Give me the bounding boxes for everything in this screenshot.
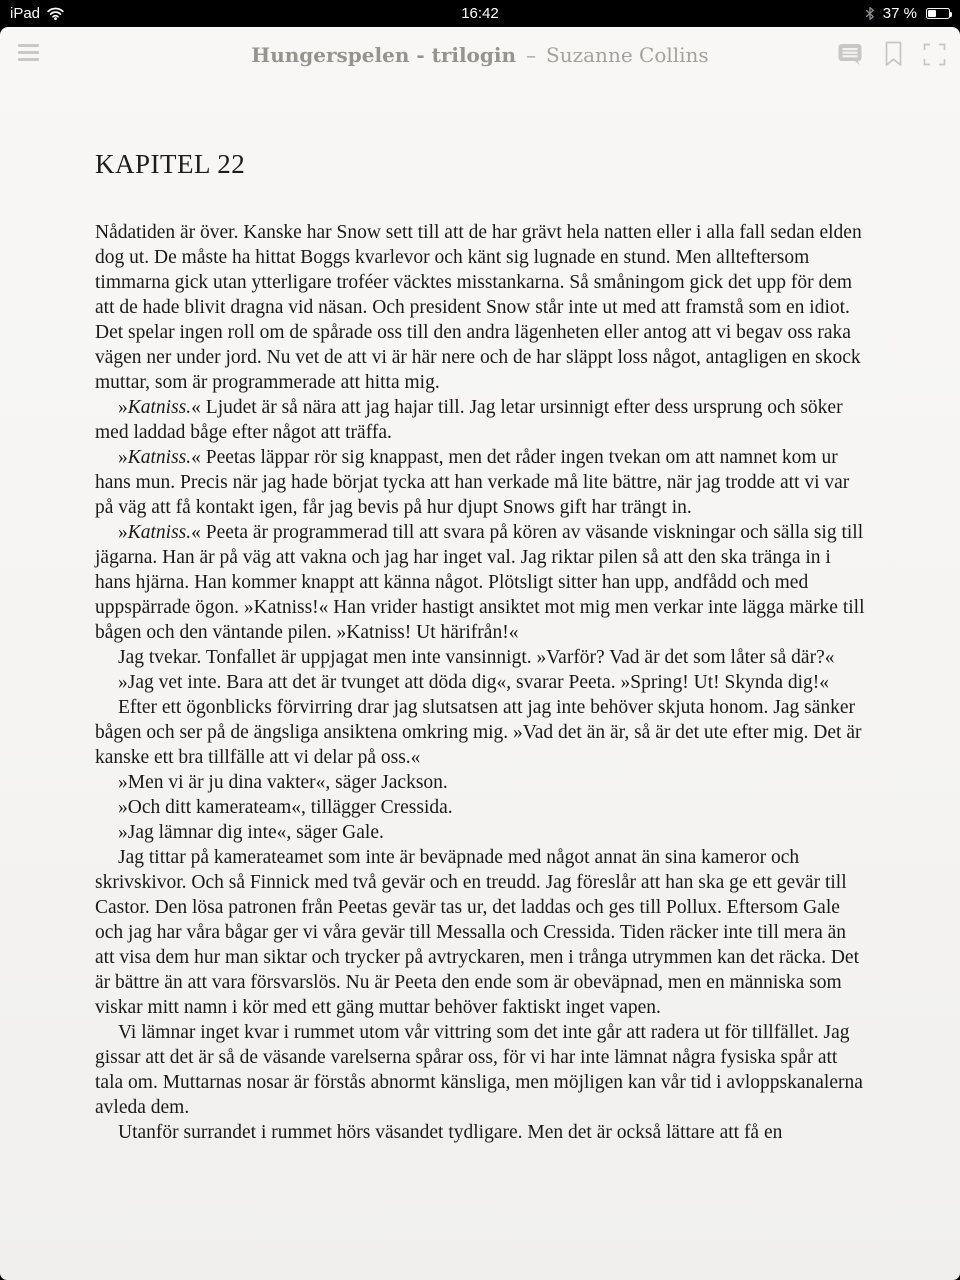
paragraph: »Men vi är ju dina vakter«, säger Jackson. — [118, 772, 448, 793]
carrier-label: iPad — [10, 5, 41, 22]
paragraph: Vi lämnar inget kvar i rummet utom vår vittring som det inte går att radera ut för tillfället. Jag gissar att det är så de väsande varelserna spårar oss, för vi har inte lämnat några fysiska spår att tala om. Muttarnas nosar är förstås abnormt känsliga, men möjligen kan vår tid i avloppskanalerna avleda dem. — [95, 1022, 863, 1118]
paragraph: »Jag vet inte. Bara att det är tvunget att döda dig«, svarar Peeta. »Spring! Ut! Skynda dig!« — [118, 672, 830, 693]
fullscreen-icon[interactable] — [923, 43, 946, 66]
paragraph: Jag tittar på kamerateamet som inte är beväpnade med något annat än sina kameror och skrivskivor. Och så Finnick med två gevär och en treudd. Jag föreslår att han ska ge ett gevär till Castor. Den lösa patronen från Peetas gevär tas ur, det laddas och ges till Pollux. Eftersom Gale och jag har våra bågar ger vi våra gevär till Messalla och Cressida. Tiden räcker inte till mera än att visa dem hur man siktar och trycker på avtryckaren, men i trånga utrymmen kan det räcka. Det är bättre än att vara försvarslös. Nu är Peeta den ende som är obeväpnad, men en människa som viskar mitt namn i kör med ett gäng muttar behöver faktiskt inget vapen. — [95, 847, 859, 1018]
table-of-contents-button[interactable] — [18, 44, 39, 61]
paragraph: Efter ett ögonblicks förvirring drar jag slutsatsen att jag inte behöver skjuta honom. Jag sänker bågen och ser på de ängsliga ansiktena omkring mig. »Vad det än är, så är det ute efter mig. Det är kanske ett bra tillfälle att vi delar på oss.« — [95, 697, 862, 768]
paragraph: Jag tvekar. Tonfallet är uppjagat men inte vansinnigt. »Varför? Vad är det som låter så där?« — [118, 647, 835, 668]
paragraph: »Katniss.« Ljudet är så nära att jag hajar till. Jag letar ursinnigt efter dess ursprung och söker med laddad båge efter något att träffa. — [95, 397, 843, 443]
paragraph: »Katniss.« Peeta är programmerad till att svara på kören av väsande viskningar och sälla sig till jägarna. Han är på väg att vakna och jag har inget val. Jag riktar pilen så att den ska tränga in i hans hjärna. Han kommer knappt att känna något. Plötsligt sitter han upp, andfådd och med uppspärrade ögon. »Katniss!« Han vrider hastigt ansiktet mot mig men verkar inte lägga märke till bågen och den väntande pilen. »Katniss! Ut härifrån!« — [95, 522, 865, 643]
notes-annotation-icon[interactable] — [837, 42, 864, 66]
bluetooth-icon — [864, 6, 876, 21]
wifi-icon — [47, 7, 64, 20]
book-title: Hungerspelen - trilogin — [251, 43, 517, 67]
paragraph: Nådatiden är över. Kanske har Snow sett till att de har grävt hela natten eller i alla fall sedan elden dog ut. De måste ha hittat Boggs kvarlevor och känt sig lugnade en stund. Men allteftersom timmarna gick utan ytterligare troféer väcktes misstankarna. Så småningom gick det upp för dem att de hade blivit dragna vid näsan. Och president Snow står inte ut med att framstå som en idiot. Det spelar ingen roll om de spårade oss till den andra lägenheten eller antog att vi begav oss raka vägen ner under jord. Nu vet de att vi är här nere och de har släppt loss något, antagligen en skock muttar, som är programmerade att hitta mig. — [95, 222, 862, 393]
battery-icon — [926, 8, 950, 19]
book-page-content — [0, 149, 960, 1145]
reader-header — [0, 27, 960, 79]
title-separator: – — [526, 43, 537, 67]
paragraph: »Katniss.« Peetas läppar rör sig knappast, men det råder ingen tvekan om att namnet kom ur hans mun. Precis när jag hade börjat tycka att han verkade må lite bättre, när jag trodde att vi var på väg att få kontakt igen, får jag bevis på hur djupt Snows gift har trängt in. — [95, 447, 850, 518]
chapter-heading: KAPITEL 22 — [95, 149, 246, 179]
status-bar — [0, 0, 960, 27]
reader-page — [0, 27, 960, 1280]
battery-fill — [928, 10, 936, 17]
paragraph: »Och ditt kamerateam«, tillägger Cressida. — [118, 797, 453, 818]
header-actions — [837, 41, 946, 67]
paragraph: »Jag lämnar dig inte«, säger Gale. — [118, 822, 384, 843]
paragraph: Utanför surrandet i rummet hörs väsandet tydligare. Men det är också lättare att få en — [118, 1122, 783, 1143]
bookmark-icon[interactable] — [883, 41, 904, 67]
text-column — [95, 220, 865, 1145]
clock: 16:42 — [461, 5, 499, 22]
hamburger-menu-icon — [18, 44, 39, 47]
book-author: Suzanne Collins — [546, 43, 709, 67]
book-header-title — [120, 27, 840, 79]
battery-percent-label: 37 % — [882, 5, 917, 22]
